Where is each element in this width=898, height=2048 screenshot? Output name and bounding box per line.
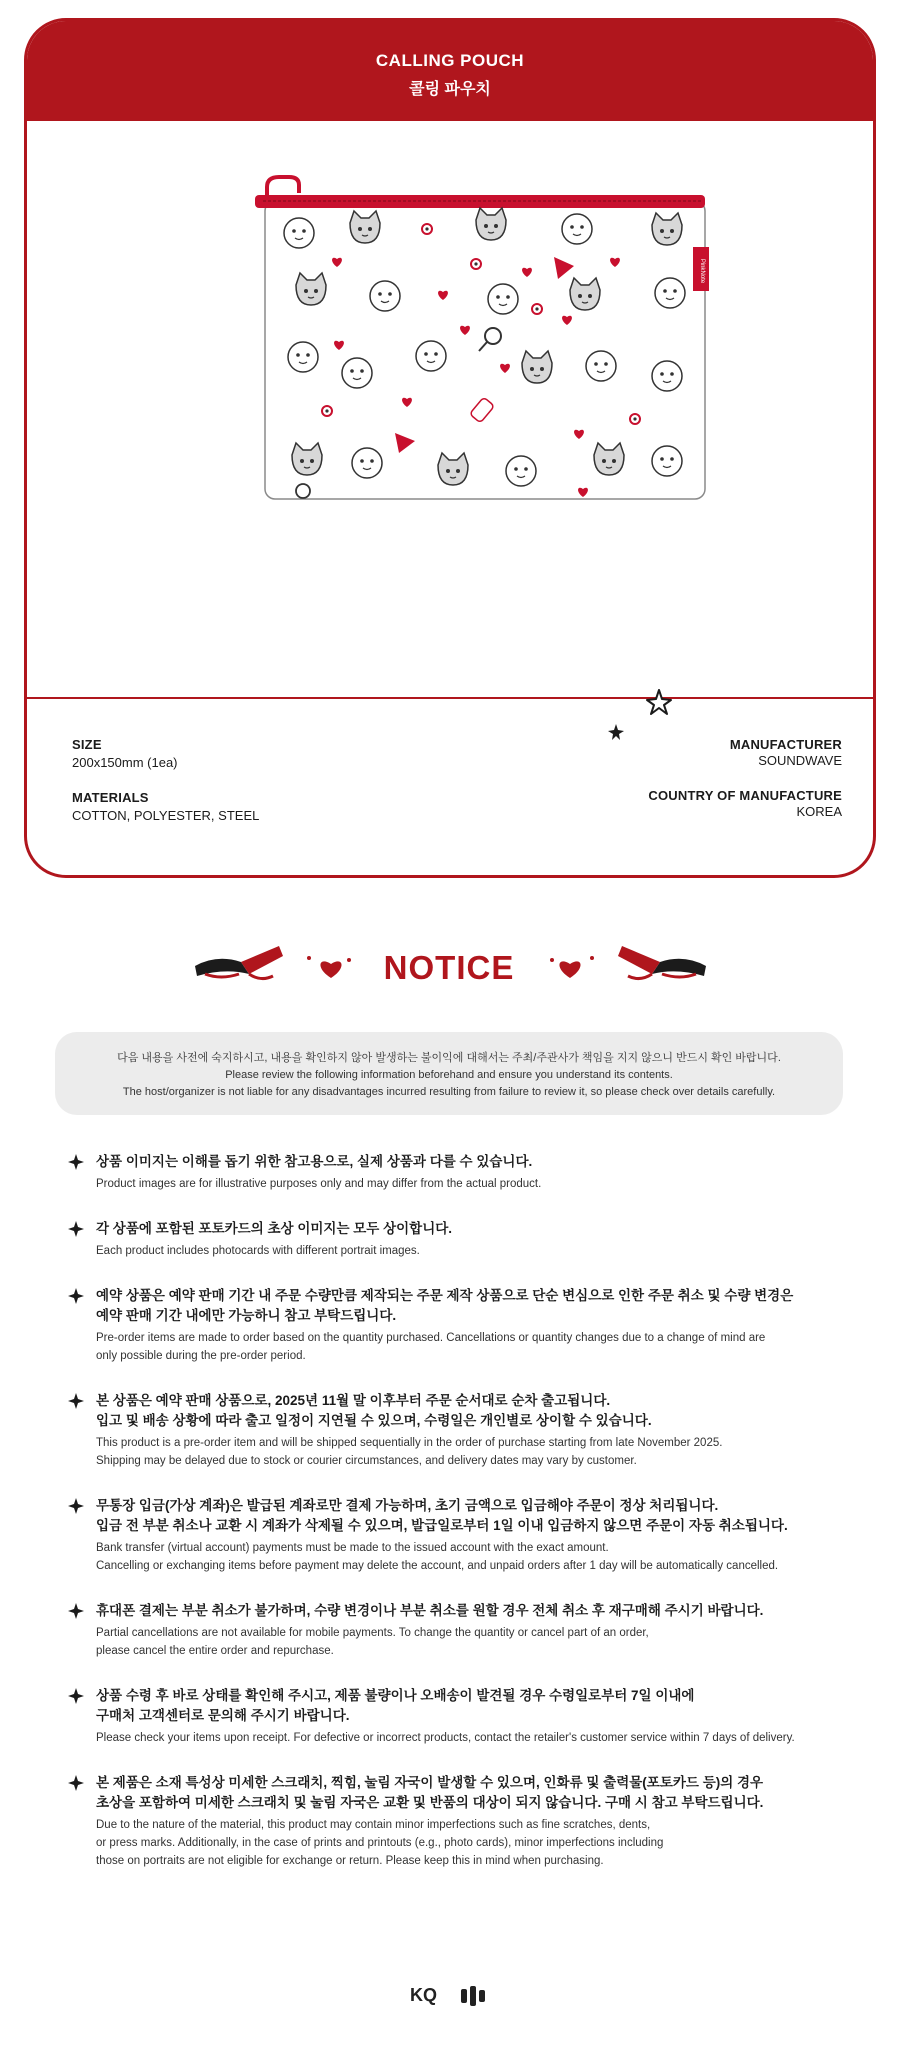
notice-item-ko: 상품 이미지는 이해를 돕기 위한 참고용으로, 실제 상품과 다를 수 있습니다.: [96, 1154, 533, 1169]
scarf-deco-right-icon: [600, 940, 710, 984]
bullet-icon: [68, 1775, 84, 1791]
outline-star-icon: [645, 688, 673, 716]
notice-item-en: please cancel the entire order and repurchase.: [96, 1645, 334, 1657]
notice-item-ko: 초상을 포함하여 미세한 스크래치 및 눌림 자국은 교환 및 반품의 대상이 되지 않습니다. 구매 시 참고 부탁드립니다.: [96, 1795, 764, 1810]
materials-value: COTTON, POLYESTER, STEEL: [72, 808, 260, 823]
notice-item-en: Pre-order items are made to order based on the quantity purchased. Cancellations or quantity changes due to a change of mind are: [96, 1332, 766, 1344]
pouch-image: [27, 121, 876, 717]
notice-item-en: This product is a pre-order item and will be shipped sequentially in the order of purchase starting from late November 2025.: [96, 1437, 723, 1449]
spec-right-column: [648, 737, 842, 819]
notice-item: [68, 1152, 868, 1193]
spec-country: [648, 788, 842, 819]
bullet-icon: [68, 1603, 84, 1619]
notice-item: [68, 1391, 868, 1470]
notice-item-en: Due to the nature of the material, this product may contain minor imperfections such as fine scratches, dents,: [96, 1819, 651, 1831]
notice-item-en: those on portraits are not eligible for exchange or return. Please keep this in mind when purchasing.: [96, 1855, 604, 1867]
notice-item: [68, 1219, 868, 1260]
spec-manufacturer: [648, 737, 842, 768]
notice-item: [68, 1773, 868, 1870]
bullet-icon: [68, 1393, 84, 1409]
spec-size: [72, 737, 259, 770]
size-value: 200x150mm (1ea): [72, 755, 178, 770]
notice-item-en: or press marks. Additionally, in the case of prints and printouts (e.g., photo cards), minor imperfections including: [96, 1837, 664, 1849]
soundwave-logo-icon: [460, 1985, 490, 2007]
product-title-en: CALLING POUCH: [375, 51, 525, 70]
bullet-icon: [68, 1221, 84, 1237]
notice-item-ko: 입금 전 부분 취소나 교환 시 계좌가 삭제될 수 있으며, 발급일로부터 1일 이내 입금하지 않으면 주문이 자동 취소됩니다.: [96, 1518, 788, 1533]
notice-item-ko: 본 상품은 예약 판매 상품으로, 2025년 11월 말 이후부터 주문 순서대로 순차 출고됩니다.: [96, 1393, 611, 1408]
notice-intro-box: [55, 1032, 843, 1115]
notice-item-ko: 휴대폰 결제는 부분 취소가 불가하며, 수량 변경이나 부분 취소를 원할 경우 전체 취소 후 재구매해 주시기 바랍니다.: [96, 1603, 764, 1618]
notice-item: [68, 1601, 868, 1660]
filled-star-icon: [607, 723, 625, 741]
notice-item-ko: 무통장 입금(가상 계좌)은 발급된 계좌로만 결제 가능하며, 초기 금액으로 입금해야 주문이 정상 처리됩니다.: [96, 1498, 719, 1513]
intro-line-en-1: Please review the following information beforehand and ensure you understand its contents.: [225, 1069, 673, 1081]
country-value: KOREA: [796, 804, 842, 819]
country-label: COUNTRY OF MANUFACTURE: [648, 788, 842, 803]
bullet-icon: [68, 1288, 84, 1304]
notice-item-en: Partial cancellations are not available for mobile payments. To change the quantity or cancel part of an order,: [96, 1627, 649, 1639]
intro-line-en-2: The host/organizer is not liable for any disadvantages incurred resulting from failure to review it, so please check over details carefully.: [122, 1086, 776, 1098]
product-divider: [27, 697, 873, 699]
product-title-ko: 콜링 파우치: [409, 81, 491, 98]
notice-item-en: Please check your items upon receipt. For defective or incorrect products, contact the retailer's customer service within 7 days of delivery.: [96, 1732, 795, 1744]
notice-item-ko: 상품 수령 후 바로 상태를 확인해 주시고, 제품 불량이나 오배송이 발견될 경우 수령일로부터 7일 이내에: [96, 1688, 695, 1703]
bullet-icon: [68, 1154, 84, 1170]
intro-line-ko: 다음 내용을 사전에 숙지하시고, 내용을 확인하지 않아 발생하는 불이익에 대해서는 주최/주관사가 책임을 지지 않으니 반드시 확인 바랍니다.: [117, 1052, 781, 1064]
product-image-area: [27, 121, 873, 717]
notice-item: [68, 1686, 868, 1747]
notice-item-ko: 예약 상품은 예약 판매 기간 내 주문 수량만큼 제작되는 주문 제작 상품으로 단순 변심으로 인한 주문 취소 및 수량 변경은: [96, 1288, 794, 1303]
notice-item: [68, 1286, 868, 1365]
bullet-icon: [68, 1498, 84, 1514]
notice-header: [0, 935, 898, 1005]
notice-item-en: Cancelling or exchanging items before payment may delete the account, and unpaid orders after 1 day will be automatically cancelled.: [96, 1560, 779, 1572]
notice-item-ko: 예약 판매 기간 내에만 가능하니 참고 부탁드립니다.: [96, 1308, 397, 1323]
notice-item-en: Product images are for illustrative purposes only and may differ from the actual product.: [96, 1178, 542, 1190]
notice-item-ko: 각 상품에 포함된 포토카드의 초상 이미지는 모두 상이합니다.: [96, 1221, 453, 1236]
heart-right-icon: [548, 950, 596, 984]
notice-item: [68, 1496, 868, 1575]
notice-item-ko: 본 제품은 소재 특성상 미세한 스크래치, 찍힘, 눌림 자국이 발생할 수 있으며, 인화류 및 출력물(포토카드 등)의 경우: [96, 1775, 764, 1790]
notice-item-en: Shipping may be delayed due to stock or courier circumstances, and delivery dates may vary by customer.: [96, 1455, 637, 1467]
notice-item-en: only possible during the pre-order period.: [96, 1350, 306, 1362]
notice-list: [68, 1152, 868, 1896]
manufacturer-label: MANUFACTURER: [729, 737, 842, 752]
notice-item-en: Bank transfer (virtual account) payments must be made to the issued account with the exact amount.: [96, 1542, 609, 1554]
product-header: [27, 21, 873, 121]
kq-logo: KQ: [410, 1985, 437, 2005]
pouch-tag-text: PinkNote: [699, 258, 705, 284]
size-label: SIZE: [72, 737, 102, 752]
notice-item-en: Each product includes photocards with different portrait images.: [96, 1245, 420, 1257]
product-card: [24, 18, 876, 878]
bullet-icon: [68, 1688, 84, 1704]
manufacturer-value: SOUNDWAVE: [758, 753, 842, 768]
spec-materials: [72, 790, 259, 823]
spec-left-column: [72, 737, 259, 823]
notice-item-ko: 입고 및 배송 상황에 따라 출고 일정이 지연될 수 있으며, 수령일은 개인별로 상이할 수 있습니다.: [96, 1413, 652, 1428]
notice-item-ko: 구매처 고객센터로 문의해 주시기 바랍니다.: [96, 1708, 350, 1723]
materials-label: MATERIALS: [72, 790, 149, 805]
notice-title: NOTICE: [383, 949, 515, 986]
